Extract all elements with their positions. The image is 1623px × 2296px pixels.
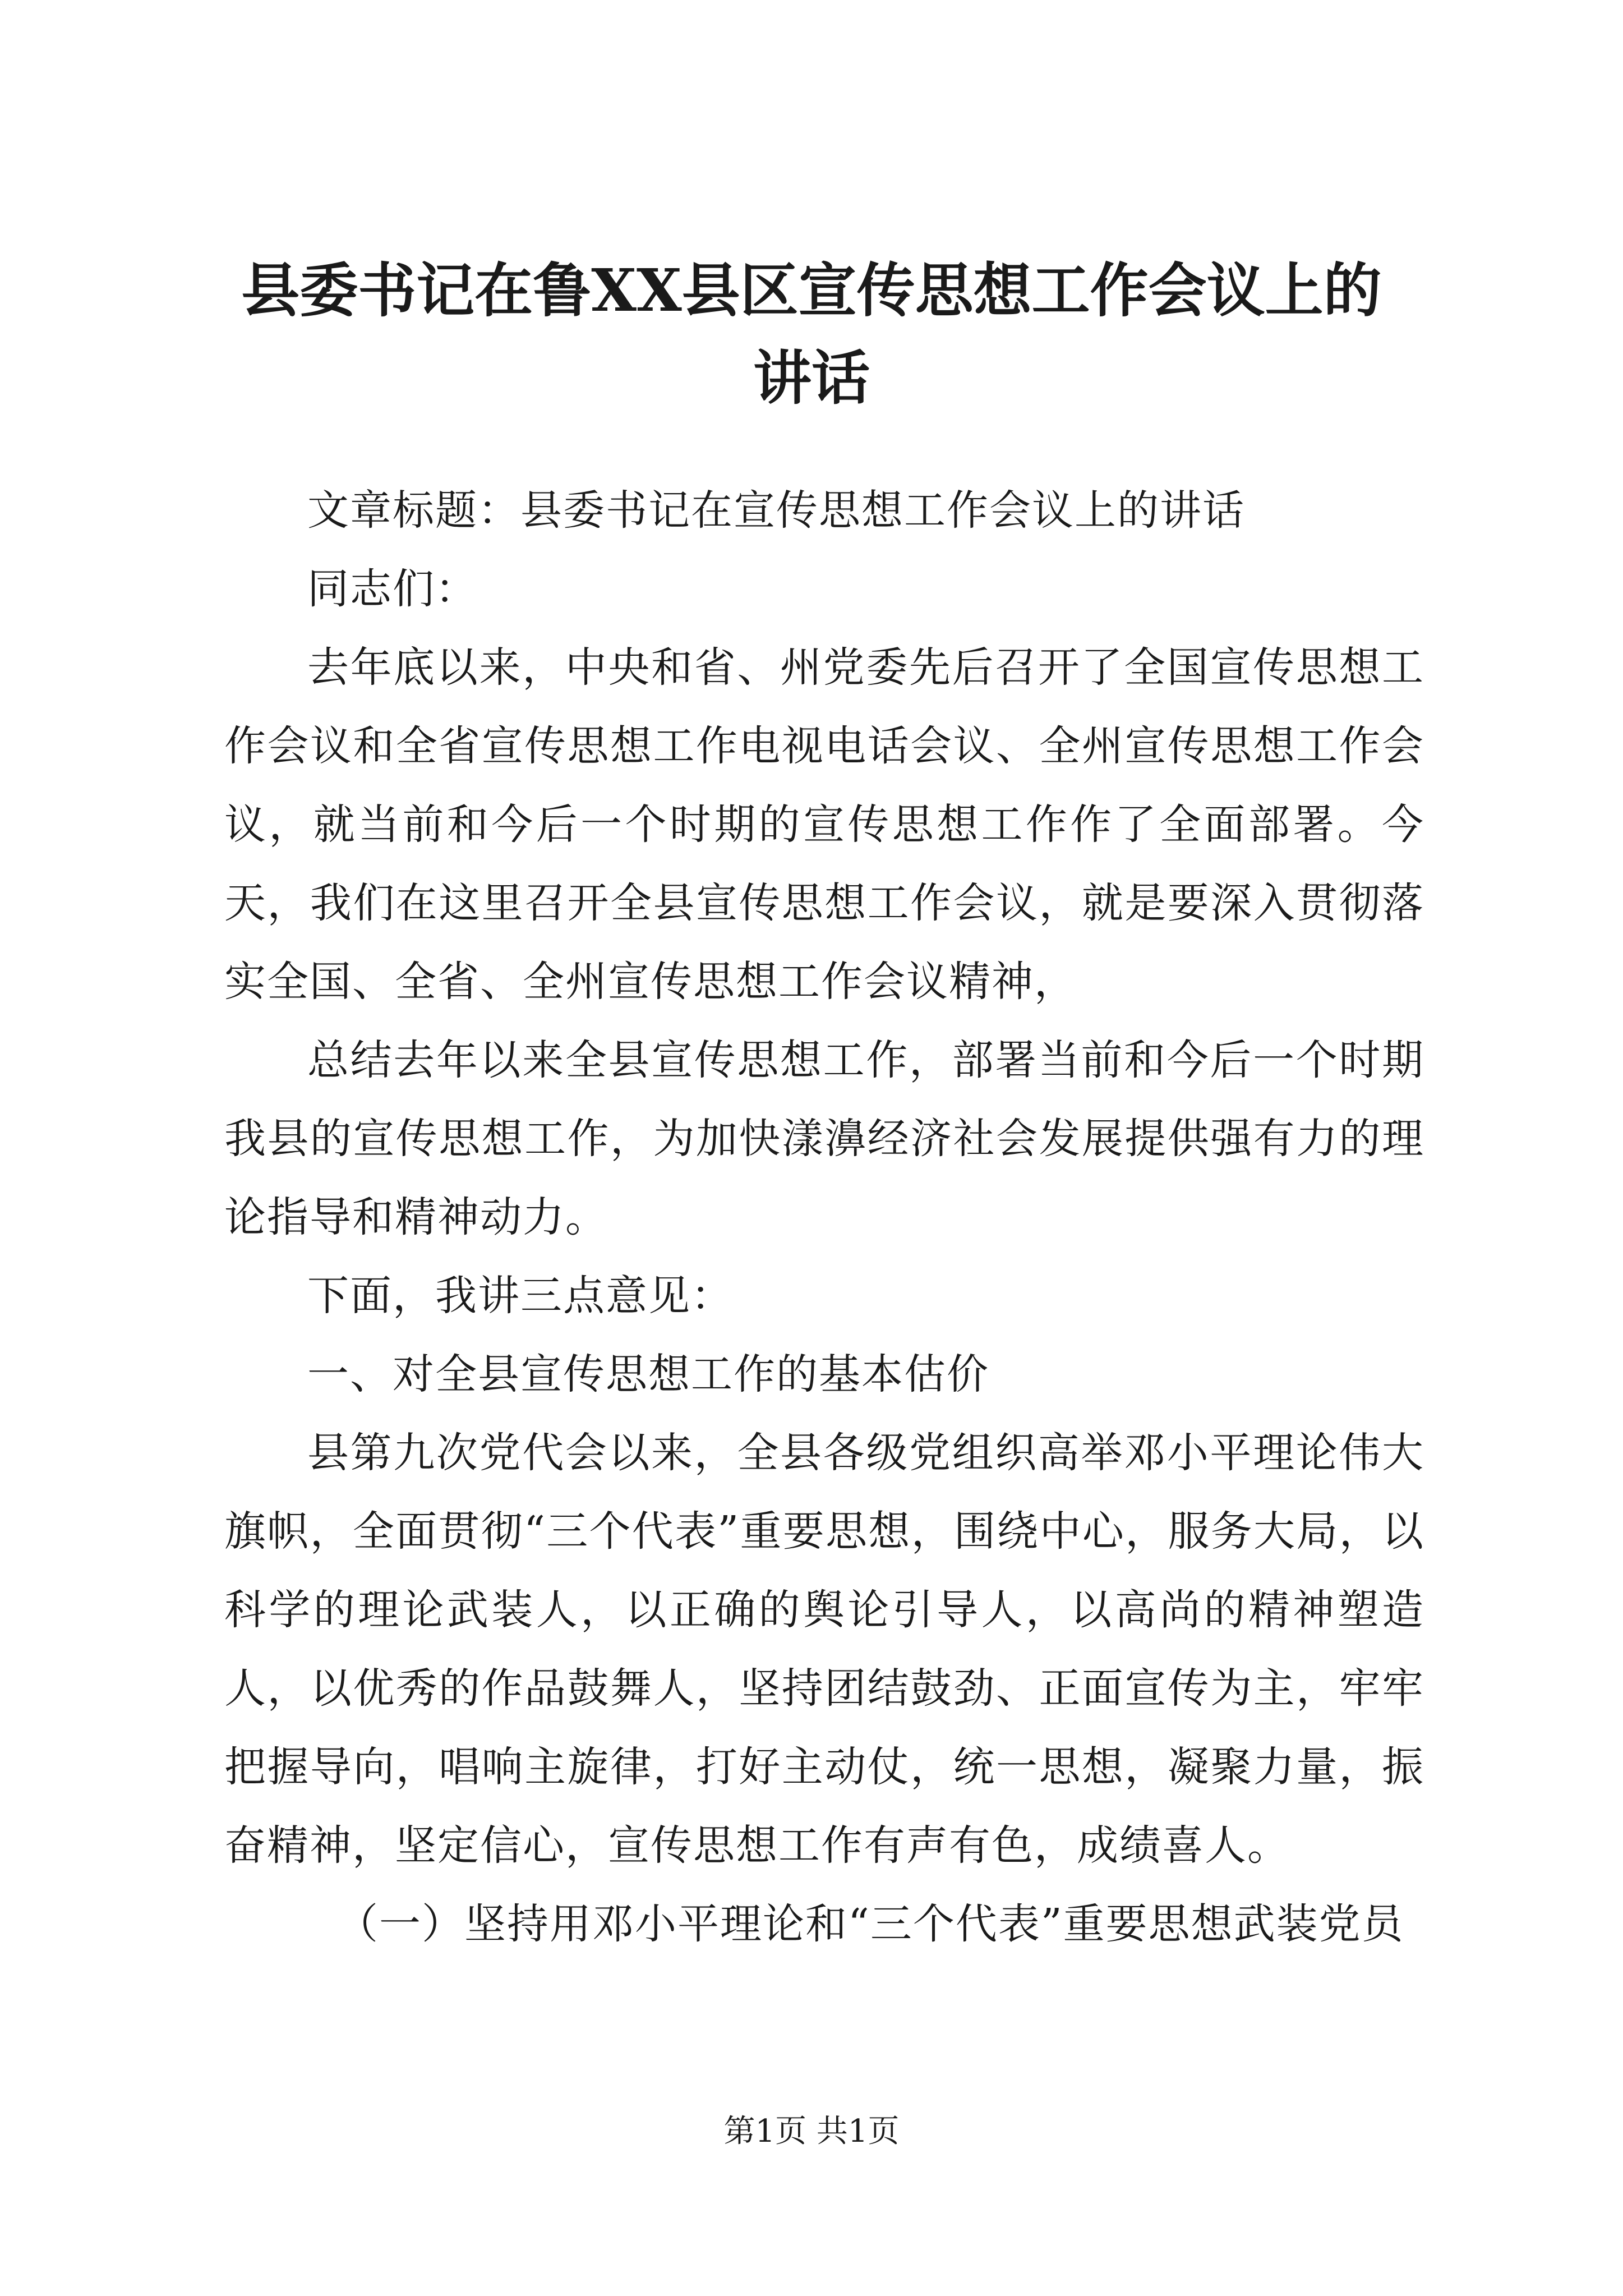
paragraph-summary: 总结去年以来全县宣传思想工作，部署当前和今后一个时期我县的宣传思想工作，为加快漾濞经济社会发展提供强有力的理论指导和精神动力。 (224, 1036, 1424, 1241)
paragraph-section-1: 县第九次党代会以来，全县各级党组织高举邓小平理论伟大旗帜，全面贯彻“三个代表”重要思想，围绕中心，服务大局，以科学的理论武装人，以正确的舆论引导人，以高尚的精神塑造人，以优秀的作品鼓舞人，坚持团结鼓劲、正面宣传为主，牢牢把握导向，唱响主旋律，打好主动仗，统一思想，凝聚力量，振奋精神，坚定信心，宣传思想工作有声有色，成绩喜人。 (224, 1429, 1424, 1870)
subsection-heading-1: （一）坚持用邓小平理论和“三个代表”重要思想武装党员 (336, 1900, 1404, 1948)
salutation: 同志们： (307, 565, 478, 613)
article-title-line: 文章标题：县委书记在宣传思想工作会议上的讲话 (307, 486, 1245, 535)
paragraph-intro: 去年底以来，中央和省、州党委先后召开了全国宣传思想工作会议和全省宣传思想工作电视电话会议、全州宣传思想工作会议，就当前和今后一个时期的宣传思想工作作了全面部署。今天，我们在这里召开全县宣传思想工作会议，就是要深入贯彻落实全国、全省、全州宣传思想工作会议精神， (224, 643, 1424, 1006)
document-body (224, 471, 1424, 1963)
document-title: 县委书记在鲁XX县区宣传思想工作会议上的讲话 (241, 256, 1382, 412)
page-footer: 第1页 共1页 (723, 2113, 900, 2150)
section-heading-1: 一、对全县宣传思想工作的基本估价 (307, 1350, 989, 1398)
paragraph-three-points: 下面，我讲三点意见： (307, 1272, 734, 1320)
